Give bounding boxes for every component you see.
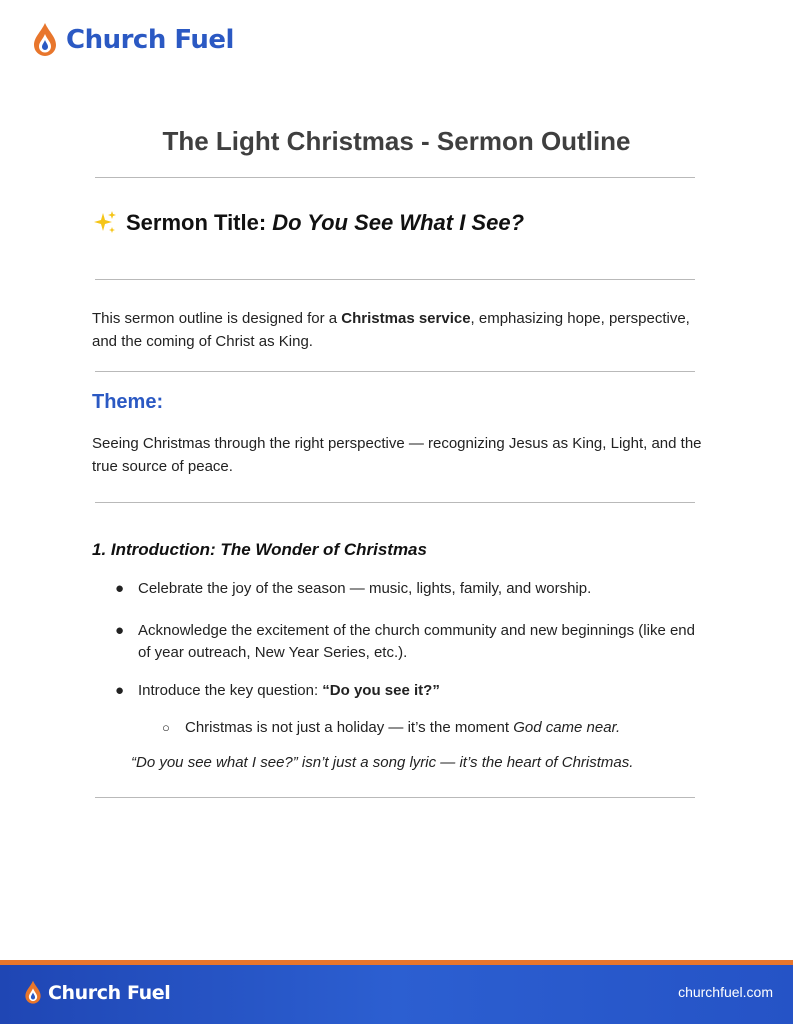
divider: [95, 502, 695, 503]
sub-text: Christmas is not just a holiday — it’s the moment: [185, 719, 514, 736]
sermon-title-label: Sermon Title:: [126, 210, 267, 235]
footer-brand-name: Church Fuel: [48, 981, 171, 1004]
sub-emphasis: God came near.: [513, 719, 621, 736]
divider: [95, 371, 695, 372]
footer-logo: [24, 980, 170, 1005]
flame-drop-icon: [24, 980, 42, 1005]
intro-emphasis: Christmas service: [341, 310, 471, 327]
list-item-text: [138, 680, 703, 702]
divider: [95, 177, 695, 178]
header-brand-name: Church Fuel: [66, 25, 234, 55]
list-item-text: Celebrate the joy of the season — music, lights, family, and worship.: [138, 580, 592, 597]
intro-text-end: , emphasizing hope, perspective, and the coming of Christ as King.: [92, 310, 690, 350]
intro-text: This sermon outline is designed for a: [92, 310, 342, 327]
key-question-intro: Introduce the key question:: [138, 682, 323, 699]
bullet-marker: ●: [115, 682, 125, 699]
section-heading: 1. Introduction: The Wonder of Christmas: [92, 540, 427, 559]
theme-paragraph: Seeing Christmas through the right perspective — recognizing Jesus as King, Light, and the true source of peace.: [92, 435, 702, 475]
list-item-text: Acknowledge the excitement of the church community and new beginnings (like end of year outreach, New Year Series, etc.).: [138, 622, 695, 661]
sub-bullet-marker: ○: [162, 720, 170, 735]
sub-list-item-text: [185, 717, 620, 739]
bullet-marker: ●: [115, 622, 125, 639]
footer-website-link[interactable]: churchfuel.com: [678, 984, 773, 1000]
footer-banner: [0, 960, 793, 1024]
sermon-title-name: Do You See What I See?: [272, 210, 525, 235]
sparkles-icon: [92, 210, 118, 236]
key-question: “Do you see it?”: [322, 682, 440, 699]
closing-quote: “Do you see what I see?” isn’t just a song lyric — it’s the heart of Christmas.: [131, 754, 634, 771]
divider: [95, 797, 695, 798]
flame-drop-icon: [32, 22, 58, 58]
header-logo: [32, 22, 234, 58]
sermon-title: [92, 210, 524, 236]
theme-heading: Theme:: [92, 391, 164, 413]
document-title: The Light Christmas - Sermon Outline: [162, 126, 631, 156]
footer-accent-stripe: [0, 960, 793, 965]
bullet-marker: ●: [115, 580, 125, 597]
intro-paragraph: [92, 307, 702, 353]
divider: [95, 279, 695, 280]
